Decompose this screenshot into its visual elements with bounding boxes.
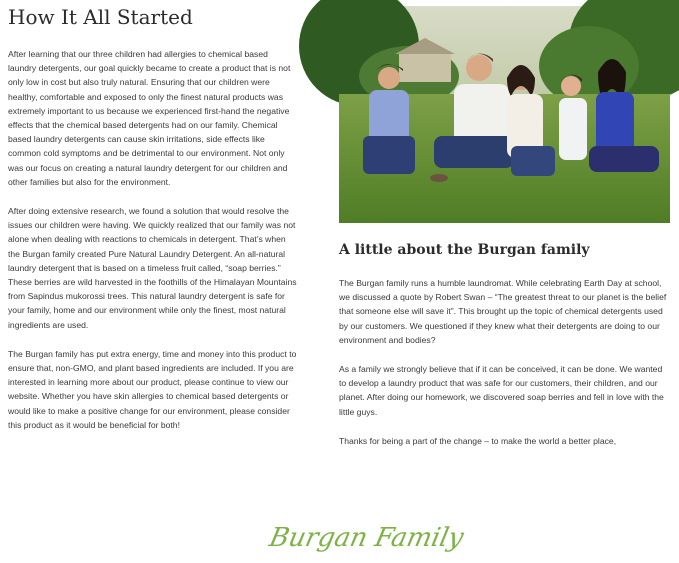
- family-photo-illustration: [339, 6, 670, 223]
- about-paragraph-3: Thanks for being a part of the change – to make the world a better place,: [339, 435, 617, 446]
- family-photo: [339, 6, 670, 223]
- section-subtitle: A little about the Burgan family: [339, 242, 590, 258]
- about-paragraph-2: As a family we strongly believe that if it can be conceived, it can be done. We wanted to develop a laundry product that was safe for our customers, their children, and our planet. After doing our homework, we discovered soap berries and fell in love with the little guys.: [339, 364, 664, 417]
- story-paragraph-2: After doing extensive research, we found a solution that would resolve the issues our children were having. We quickly realized that our family was not alone when dealing with reactions to chemicals in detergent. That’s when the Burgan family created Pure Natural Laundry Detergent. An all-natural laundry detergent that is based on a timeless fruit called, “soap berries.” These berries are wild harvested in the foothills of the Himalayan Mountains from Sapindus mukorossi trees. This natural laundry detergent is safe for your family, home and our environment while only the finest, most natural ingredients are used.: [8, 206, 297, 330]
- signature-text: Burgan Family: [266, 523, 467, 553]
- about-paragraph-1: The Burgan family runs a humble laundromat. While celebrating Earth Day at school, we discussed a quote by Robert Swan – “The greatest threat to our planet is the belief that someone else will save it”. This brought up the topic of chemical detergents used by our customers. We questioned if they knew what their detergents are doing to our environment and bodies?: [339, 278, 667, 345]
- story-paragraph-3: The Burgan family has put extra energy, time and money into this product to ensure that, non-GMO, and plant based ingredients are included. If you are interested in learning more about our product, please continue to view our website. Whether you have skin allergies to chemical based detergents or would like to make a positive change for our environment, please consider this product as it would be beneficial for both!: [8, 348, 297, 430]
- signature-script: [266, 514, 467, 558]
- signature-logo: [266, 514, 467, 558]
- page-title: How It All Started: [8, 5, 193, 29]
- story-paragraph-1: After learning that our three children had allergies to chemical based laundry detergents, our goal quickly became to create a product that is not only low in cost but also truly natural. Ensuring that our children were healthy, comfortable and exposed to only the finest natural products was extremely important to us because we experienced first-hand the negative effects that the chemical based detergents had on our family. Chemical based laundry detergents can cause skin irritations, side effects like common cold symptoms and be detrimental to our environment. Not only was our focus on creating a natural laundry detergent for our children and other families but also for the environment.: [8, 49, 291, 187]
- right-column: [339, 240, 671, 463]
- left-column: [8, 4, 298, 447]
